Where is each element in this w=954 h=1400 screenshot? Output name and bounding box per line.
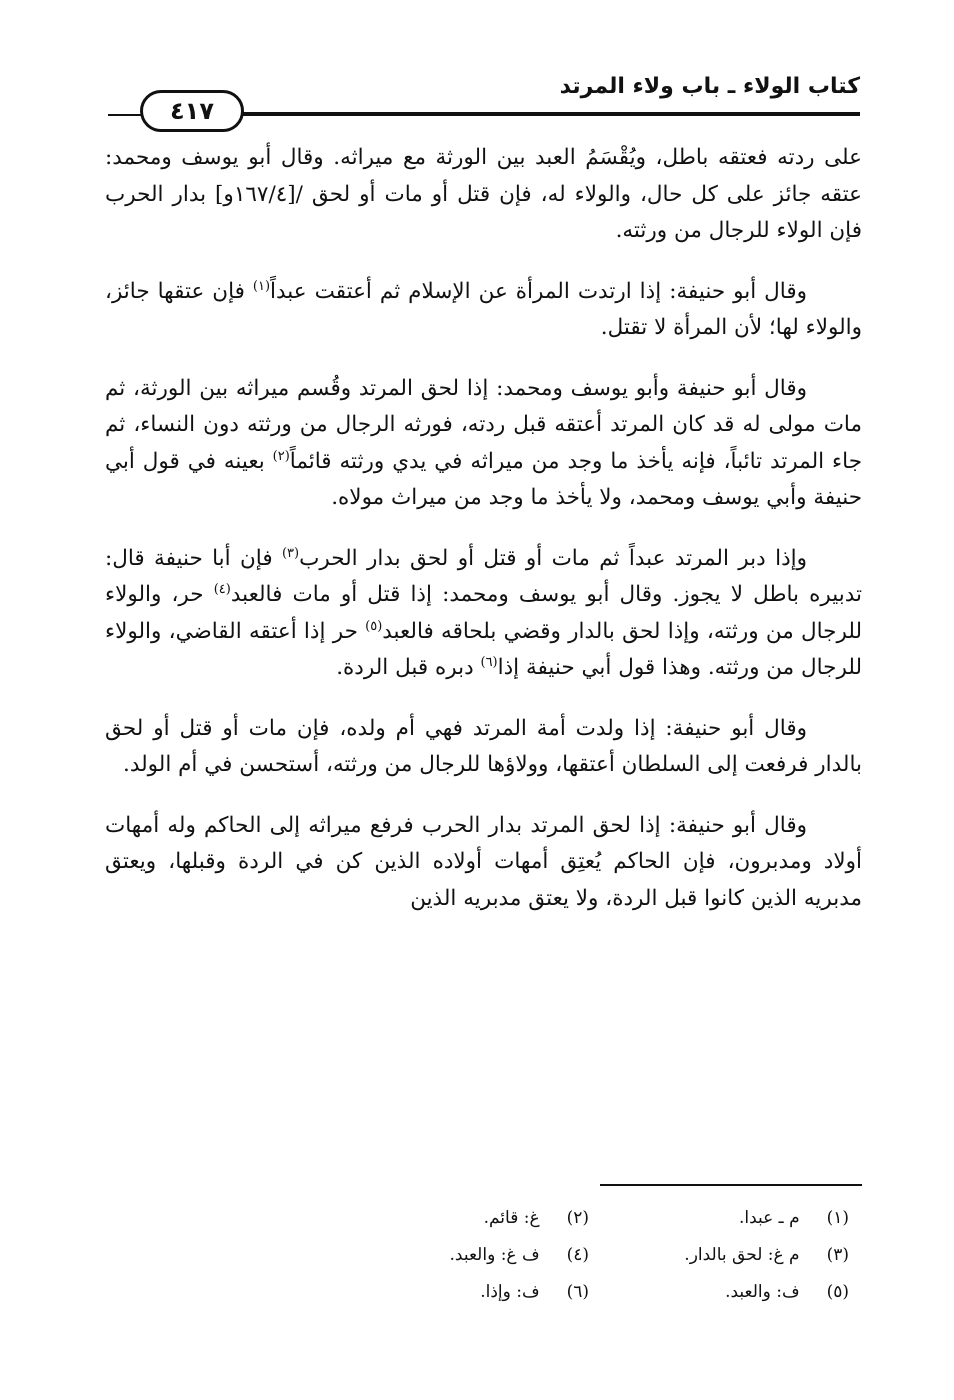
footnote-3: [589, 1237, 849, 1274]
text-run: وقال أبو حنيفة: إذا ارتدت المرأة عن الإسلام ثم أعتقت عبداً: [270, 278, 808, 304]
page-header: [108, 62, 860, 125]
text-run: حر إذا أعتقه القاضي، والولاء للرجال من ورثته. وهذا قول أبي حنيفة إذا: [105, 618, 862, 680]
text-run: وقال أبو حنيفة: إذا ولدت أمة المرتد فهي أم ولده، فإن مات أو قتل أو لحق بالدار فرفعت إلى السلطان أعتقها، وولاؤها للرجال من ورثته، أستحسن في أم الولد.: [105, 715, 862, 777]
text-run: حر، والولاء للرجال من ورثته، وإذا لحق بالدار وقضي بلحاقه فالعبد: [105, 582, 862, 644]
footnote-marker: (٤): [213, 581, 231, 597]
footnote-marker: (٥): [365, 618, 383, 634]
footnote-marker: (٣): [281, 545, 300, 561]
text-run: وإذا دبر المرتد عبداً ثم مات أو قتل أو لحق بدار الحرب: [299, 545, 808, 571]
footnote-marker: (٢): [272, 448, 290, 464]
footnote-number: (١): [826, 1208, 849, 1228]
footnote-4: [329, 1237, 589, 1274]
footnote-text: ف: والعبد.: [725, 1282, 800, 1302]
paragraph: [105, 274, 862, 347]
footnote-text: م ـ عبدا.: [738, 1208, 800, 1228]
footnote-1: [589, 1200, 849, 1237]
paragraph: [105, 140, 862, 250]
footnote-marker: (١): [252, 278, 271, 294]
paragraph: [105, 808, 862, 918]
text-run: بعينه في قول أبي حنيفة وأبي يوسف ومحمد، ولا يأخذ ما وجد من ميراث مولاه.: [105, 448, 862, 510]
footnote-number: (٥): [826, 1282, 849, 1302]
footnote-separator: [600, 1184, 862, 1186]
footnote-row: [329, 1200, 849, 1237]
main-text: [105, 140, 862, 941]
text-run: وقال أبو حنيفة وأبو يوسف ومحمد: إذا لحق المرتد وقُسم ميراثه بين الورثة، ثم مات مولى له قد كان المرتد أعتقه قبل ردته، فورثه الرجال من ورثته دون النساء، ثم جاء المرتد تائباً، فإنه يأخذ ما وجد من ميراثه في يدي ورثته قائماً: [105, 375, 863, 474]
footnote-number: (٢): [566, 1208, 589, 1228]
paragraph: [105, 541, 862, 687]
footnote-6: [329, 1274, 589, 1311]
footnote-number: (٤): [566, 1245, 589, 1265]
page-number: ٤١٧: [140, 90, 244, 132]
footnote-number: (٦): [566, 1282, 589, 1302]
running-title: كتاب الولاء ـ باب ولاء المرتد: [559, 74, 860, 99]
header-rule: [228, 112, 860, 116]
text-run: وقال أبو حنيفة: إذا لحق المرتد بدار الحرب فرفع ميراثه إلى الحاكم وله أمهات أولاد ومدبرون، فإن الحاكم يُعتِق أمهات أولاده الذين كن في الردة وقبلها، ويعتق مدبريه الذين كانوا قبل الردة، ولا يعتق مدبريه الذين: [105, 812, 862, 911]
text-run: فإن عتقها جائز، والولاء لها؛ لأن المرأة لا تقتل.: [105, 278, 862, 340]
footnote-2: [329, 1200, 589, 1237]
footnote-text: غ: قائم.: [483, 1208, 540, 1228]
footnote-row: [329, 1274, 849, 1311]
footnotes: [329, 1200, 849, 1311]
footnote-marker: (٦): [480, 654, 498, 670]
paragraph: [105, 371, 862, 517]
footnote-text: م غ: لحق بالدار.: [684, 1245, 800, 1265]
text-run: على ردته فعتقه باطل، ويُقْسَمُ العبد بين الورثة مع ميراثه. وقال أبو يوسف ومحمد: عتقه جائز على كل حال، والولاء له، فإن قتل أو مات أو لحق /[١٦٧/٤و] بدار الحرب فإن الولاء للرجال من ورثته.: [105, 145, 862, 243]
text-run: دبره قبل الردة.: [336, 655, 481, 680]
footnote-text: ف: وإذا.: [480, 1282, 540, 1302]
footnote-row: [329, 1237, 849, 1274]
footnote-5: [589, 1274, 849, 1311]
paragraph: [105, 711, 862, 784]
text-run: فإن أبا حنيفة قال: تدبيره باطل لا يجوز. وقال أبو يوسف ومحمد: إذا قتل أو مات فالعبد: [105, 545, 862, 607]
footnote-text: ف غ: والعبد.: [449, 1245, 540, 1265]
footnote-number: (٣): [826, 1245, 849, 1265]
